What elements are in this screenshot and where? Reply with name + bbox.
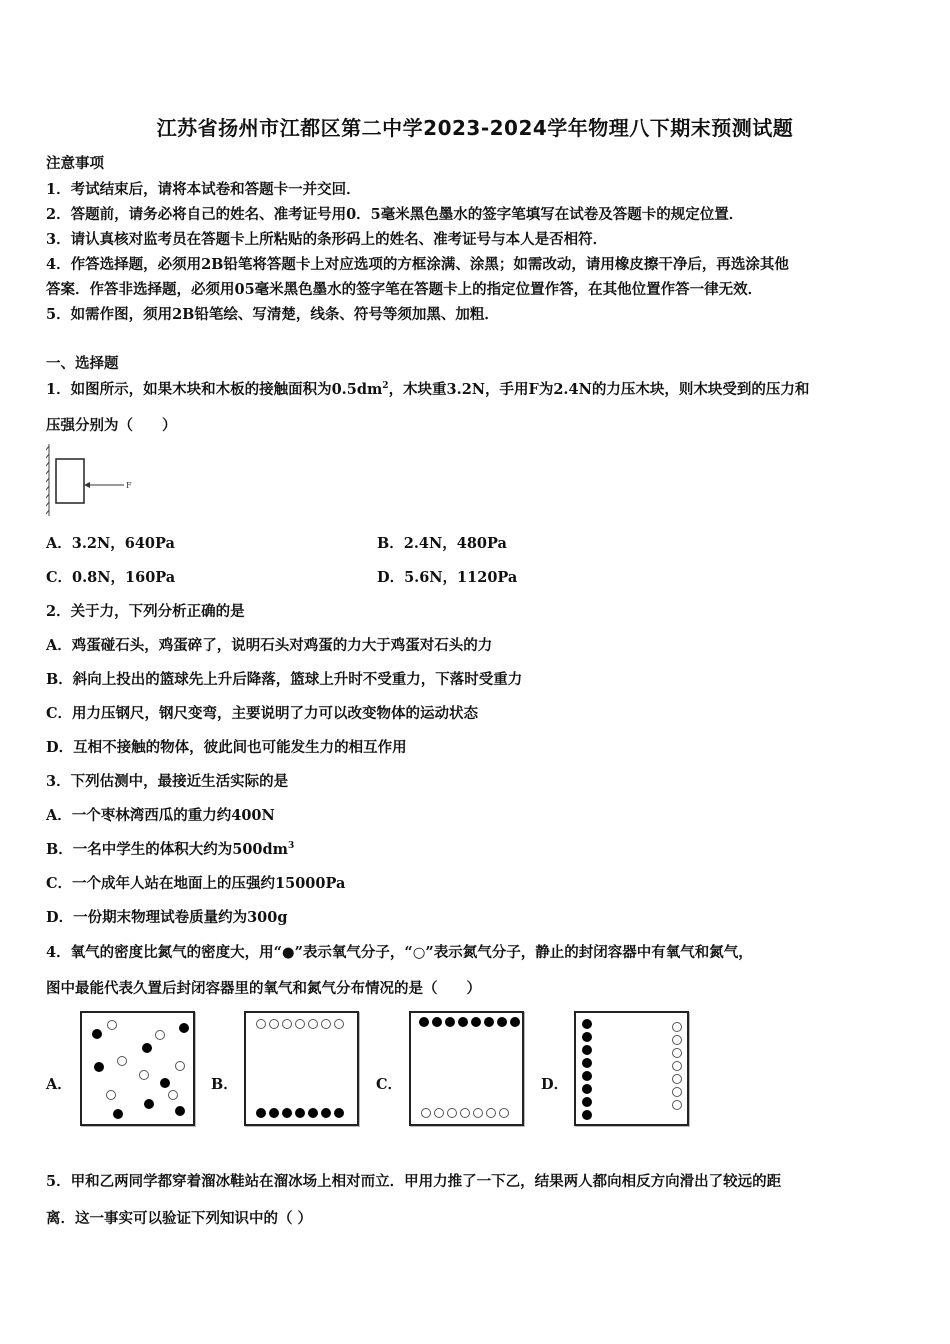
notice-item: 1．考试结束后，请将本试卷和答题卡一并交回． [46, 181, 361, 198]
oxygen-molecule [582, 1032, 592, 1042]
wood-block [56, 459, 84, 503]
nitrogen-molecule [282, 1019, 292, 1029]
nitrogen-molecule [672, 1022, 682, 1032]
q3-option-b-text: B．一名中学生的体积大约为500dm [46, 841, 289, 858]
container-c [409, 1011, 524, 1126]
question-4-stem-line2: 图中最能代表久置后封闭容器里的氧气和氮气分布情况的是（ ） [46, 980, 481, 997]
nitrogen-molecule [672, 1061, 682, 1071]
nitrogen-molecule [117, 1056, 127, 1066]
q3-option-a: A．一个枣林湾西瓜的重力约400N [46, 807, 275, 824]
oxygen-molecule [179, 1023, 189, 1033]
notice-item: 2．答题前，请务必将自己的姓名、准考证号用0．5毫米黑色墨水的签字笔填写在试卷及答题卡的规定位置． [46, 206, 744, 223]
nitrogen-molecule [672, 1087, 682, 1097]
notice-heading: 注意事项 [46, 155, 104, 172]
nitrogen-molecule [672, 1048, 682, 1058]
q1-option-c: C．0.8N，160Pa [46, 569, 176, 586]
oxygen-molecule [582, 1097, 592, 1107]
oxygen-molecule [458, 1017, 468, 1027]
oxygen-molecule [582, 1045, 592, 1055]
question-4-stem: 4．氧气的密度比氮气的密度大，用“●”表示氧气分子，“○”表示氮气分子，静止的封闭容器中有氧气和氮气， [46, 944, 753, 961]
wall-hatching [46, 444, 49, 516]
q2-option-b: B．斜向上投出的篮球先上升后降落，篮球上升时不受重力，下落时受重力 [46, 671, 523, 688]
nitrogen-molecule [434, 1108, 444, 1118]
notice-item: 4．作答选择题，必须用2B铅笔将答题卡上对应选项的方框涂满、涂黑；如需改动，请用橡皮擦干净后，再选涂其他 [46, 256, 789, 273]
nitrogen-molecule [256, 1019, 266, 1029]
nitrogen-molecule [473, 1108, 483, 1118]
question-1-text-a: 1．如图所示，如果木块和木板的接触面积为0.5dm [46, 381, 383, 398]
oxygen-molecule [282, 1108, 292, 1118]
nitrogen-molecule [447, 1108, 457, 1118]
oxygen-molecule [582, 1084, 592, 1094]
q1-option-d: D．5.6N，1120Pa [377, 569, 518, 586]
force-label: F [126, 481, 132, 490]
page-title: 江苏省扬州市江都区第二中学2023-2024学年物理八下期末预测试题 [156, 116, 794, 140]
container-d [574, 1011, 689, 1126]
oxygen-molecule [582, 1058, 592, 1068]
oxygen-molecule [445, 1017, 455, 1027]
notice-item: 答案．作答非选择题，必须用05毫米黑色墨水的签字笔在答题卡上的指定位置作答，在其他位置作答一律无效． [46, 281, 763, 298]
nitrogen-molecule [321, 1019, 331, 1029]
nitrogen-molecule [106, 1090, 116, 1100]
q4-option-a-label: A． [46, 1076, 72, 1093]
oxygen-molecule [497, 1017, 507, 1027]
nitrogen-molecule [295, 1019, 305, 1029]
q3-option-b [46, 838, 294, 859]
question-3-stem: 3．下列估测中，最接近生活实际的是 [46, 773, 289, 790]
question-1-text-b: ，木块重3.2N，手用F为2.4N的力压木块，则木块受到的压力和 [388, 381, 810, 398]
nitrogen-molecule [139, 1070, 149, 1080]
question-1-stem [46, 378, 809, 399]
q3-option-d: D．一份期末物理试卷质量约为300g [46, 909, 288, 926]
oxygen-molecule [175, 1106, 185, 1116]
q2-option-c: C．用力压钢尺，钢尺变弯，主要说明了力可以改变物体的运动状态 [46, 705, 479, 722]
superscript: 3 [288, 841, 295, 852]
nitrogen-molecule [168, 1090, 178, 1100]
nitrogen-molecule [672, 1100, 682, 1110]
oxygen-molecule [582, 1110, 592, 1120]
nitrogen-molecule [672, 1074, 682, 1084]
nitrogen-molecule [486, 1108, 496, 1118]
nitrogen-molecule [460, 1108, 470, 1118]
q2-option-a: A．鸡蛋碰石头，鸡蛋碎了，说明石头对鸡蛋的力大于鸡蛋对石头的力 [46, 637, 493, 654]
container-b [244, 1011, 359, 1126]
q4-option-c-label: C． [376, 1076, 403, 1093]
oxygen-molecule [92, 1029, 102, 1039]
question-5-stem-line2: 离．这一事实可以验证下列知识中的（ ） [46, 1210, 313, 1227]
nitrogen-molecule [175, 1061, 185, 1071]
oxygen-molecule [295, 1108, 305, 1118]
oxygen-molecule [471, 1017, 481, 1027]
oxygen-molecule [94, 1062, 104, 1072]
nitrogen-molecule [308, 1019, 318, 1029]
oxygen-molecule [308, 1108, 318, 1118]
question-2-stem: 2．关于力，下列分析正确的是 [46, 603, 245, 620]
q4-option-b-label: B． [211, 1076, 238, 1093]
notice-item: 3．请认真核对监考员在答题卡上所粘贴的条形码上的姓名、准考证号与本人是否相符． [46, 231, 608, 248]
oxygen-molecule [256, 1108, 266, 1118]
nitrogen-molecule [107, 1020, 117, 1030]
question-1-stem-line2: 压强分别为（ ） [46, 417, 177, 434]
container-a [80, 1011, 195, 1126]
oxygen-molecule [160, 1078, 170, 1088]
oxygen-molecule [582, 1019, 592, 1029]
q2-option-d: D．互相不接触的物体，彼此间也可能发生力的相互作用 [46, 739, 407, 756]
wall-block-figure [46, 442, 136, 518]
q4-option-d-label: D． [541, 1076, 569, 1093]
oxygen-molecule [142, 1043, 152, 1053]
oxygen-molecule [510, 1017, 520, 1027]
q1-option-b: B．2.4N，480Pa [377, 535, 507, 552]
nitrogen-molecule [421, 1108, 431, 1118]
question-5-stem: 5．甲和乙两同学都穿着溜冰鞋站在溜冰场上相对而立．甲用力推了一下乙，结果两人都向相反方向滑出了较远的距 [46, 1173, 782, 1190]
q3-option-c: C．一个成年人站在地面上的压强约15000Pa [46, 875, 346, 892]
nitrogen-molecule [334, 1019, 344, 1029]
oxygen-molecule [432, 1017, 442, 1027]
oxygen-molecule [269, 1108, 279, 1118]
nitrogen-molecule [269, 1019, 279, 1029]
q1-option-a: A．3.2N，640Pa [46, 535, 175, 552]
nitrogen-molecule [672, 1035, 682, 1045]
superscript: 2 [382, 381, 389, 392]
nitrogen-molecule [155, 1030, 165, 1040]
oxygen-molecule [582, 1071, 592, 1081]
nitrogen-molecule [499, 1108, 509, 1118]
notice-item: 5．如需作图，须用2B铅笔绘、写清楚，线条、符号等须加黑、加粗． [46, 306, 499, 323]
oxygen-molecule [334, 1108, 344, 1118]
section-heading: 一、选择题 [46, 355, 119, 372]
oxygen-molecule [113, 1109, 123, 1119]
oxygen-molecule [144, 1099, 154, 1109]
oxygen-molecule [419, 1017, 429, 1027]
oxygen-molecule [484, 1017, 494, 1027]
oxygen-molecule [321, 1108, 331, 1118]
